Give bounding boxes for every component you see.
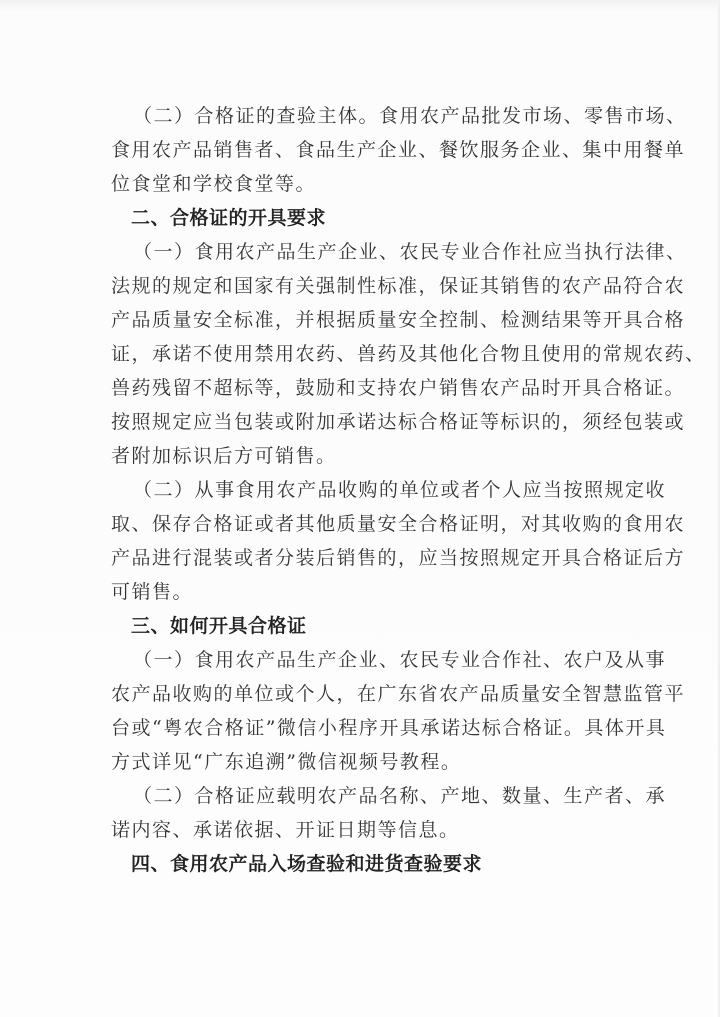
section-heading-issuing-requirements: 二、合格证的开具要求: [131, 207, 327, 229]
text-line: 食用农产品销售者、食品生产企业、餐饮服务企业、集中用餐单: [111, 139, 686, 161]
text-line: （二）合格证的查验主体。食用农产品批发市场、零售市场、: [133, 105, 687, 127]
text-line: 者附加标识后方可销售。: [111, 445, 337, 467]
text-line: 取、保存合格证或者其他质量安全合格证明，对其收购的食用农: [111, 513, 686, 535]
text-line: （一）食用农产品生产企业、农民专业合作社、农户及从事: [133, 649, 667, 671]
section-heading-how-to-issue: 三、如何开具合格证: [131, 615, 307, 637]
paragraph-purchaser-obligations: [111, 473, 686, 609]
text-line: （二）合格证应载明农产品名称、产地、数量、生产者、承: [133, 785, 667, 807]
paragraph-inspection-subjects: [111, 99, 687, 201]
text-line: 位食堂和学校食堂等。: [111, 173, 317, 195]
text-line: （二）从事食用农产品收购的单位或者个人应当按照规定收: [133, 479, 667, 501]
text-line: 兽药残留不超标等，鼓励和支持农户销售农产品时开具合格证。: [111, 377, 686, 399]
text-line: 证，承诺不使用禁用农药、兽药及其他化合物且使用的常规农药、: [111, 343, 706, 365]
paragraph-producer-obligations: [111, 235, 706, 473]
text-line: 法规的规定和国家有关强制性标准，保证其销售的农产品符合农: [111, 275, 686, 297]
text-line: 可销售。: [111, 581, 194, 603]
text-line: 产品进行混装或者分装后销售的，应当按照规定开具合格证后方: [111, 547, 686, 569]
paragraph-issuing-platform: [111, 643, 686, 779]
text-line: 按照规定应当包装或附加承诺达标合格证等标识的，须经包装或: [111, 411, 686, 433]
text-line: （一）食用农产品生产企业、农民专业合作社应当执行法律、: [133, 241, 687, 263]
text-line: 台或“粤农合格证”微信小程序开具承诺达标合格证。具体开具: [111, 717, 667, 739]
text-line: 产品质量安全标准，并根据质量安全控制、检测结果等开具合格: [111, 309, 686, 331]
document-body: [111, 99, 706, 881]
text-line: 农产品收购的单位或个人，在广东省农产品质量安全智慧监管平: [111, 683, 686, 705]
text-line: 诺内容、承诺依据、开证日期等信息。: [111, 819, 460, 841]
text-line: 方式详见“广东追溯”微信视频号教程。: [111, 751, 462, 773]
section-heading-inspection-requirements: 四、食用农产品入场查验和进货查验要求: [131, 853, 483, 875]
paragraph-certificate-contents: [111, 779, 667, 847]
